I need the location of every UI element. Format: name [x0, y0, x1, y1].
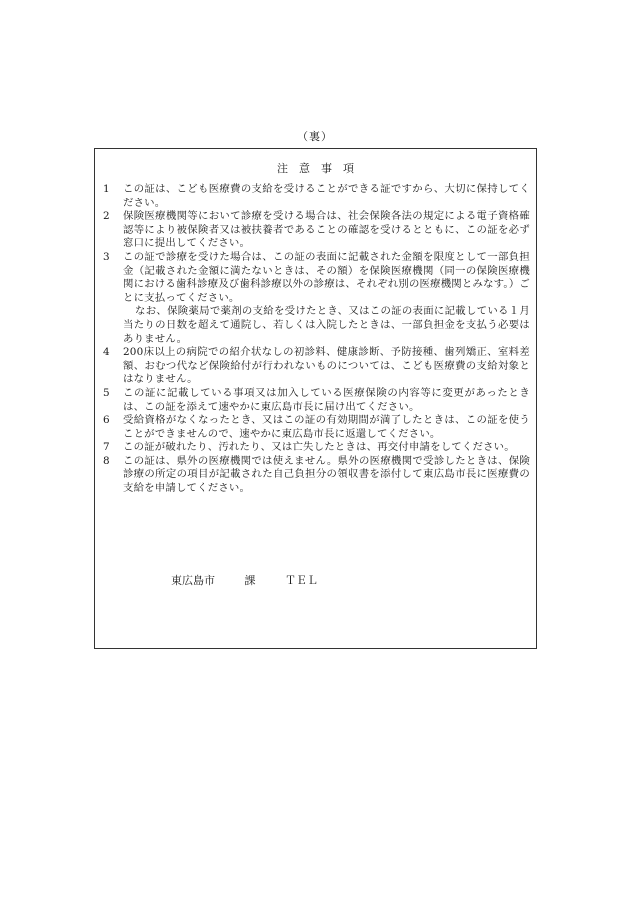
item-text: この証に記載している事項又は加入している医療保険の内容等に変更があったときは、この証を添えて速やかに東広島市長に届け出てください。 [123, 386, 530, 413]
notice-item-4 [103, 346, 530, 387]
notice-item-5 [103, 387, 530, 414]
item-text: この証は、県外の医療機関では使えません。県外の医療機関で受診したときは、保険診療の所定の項目が記載された自己負担分の領収書を添付して東広島市長に医療費の支給を申請してください。 [123, 454, 530, 495]
notice-list [103, 183, 530, 496]
notice-item-6 [103, 414, 530, 441]
item-number: 5 [103, 386, 110, 399]
item-number: 1 [103, 183, 110, 195]
item-number: 3 [103, 250, 110, 263]
item-number: 2 [103, 210, 110, 223]
item-number: 4 [103, 346, 110, 359]
notice-item-8 [103, 455, 530, 496]
item-text: 保険医療機関等において診療を受ける場合は、社会保険各法の規定による電子資格確認等により被保険者又は被扶養者であることの確認を受けるとともに、この証を必ず窓口に提出してください。 [123, 210, 530, 250]
page-side-label: （裏） [297, 130, 333, 143]
item-text: 受給資格がなくなったとき、又はこの証の有効期間が満了したときは、この証を使うことができませんので、速やかに東広島市長に返還してください。 [123, 414, 530, 440]
city-name: 東広島市 [171, 574, 215, 587]
notice-item-3 [103, 251, 530, 305]
item-number: 8 [103, 454, 110, 467]
notice-box [94, 148, 537, 649]
notice-item-2 [103, 210, 530, 251]
notice-heading: 注 意 事 項 [277, 162, 354, 175]
notice-item-1 [103, 183, 530, 210]
item-number: 6 [103, 414, 110, 427]
tel-label: ＴＥＬ [285, 574, 318, 587]
item-text: この証で診療を受けた場合は、この証の表面に記載された金額を限度として一部負担金（記載された金額に満たないときは、その額）を保険医療機関（同一の保険医療機関における歯科診療及び歯科診療以外の診療は、それぞれ別の医療機関とみなす。）ごとに支払ってください。 [123, 250, 530, 304]
section-label: 課 [244, 574, 256, 587]
contact-footer [171, 572, 330, 588]
item-text: この証が破れたり、汚れたり、又は亡失したときは、再交付申請をしてください。 [123, 441, 515, 454]
notice-item-3-note: なお、保険薬局で薬剤の支給を受けたとき、又はこの証の表面に記載している１月当たりの日数を超えて通院し、若しくは入院したときは、一部負担金を支払う必要はありません。 [123, 305, 530, 345]
item-number: 7 [103, 441, 110, 454]
item-text: この証は、こども医療費の支給を受けることができる証ですから、大切に保持してください。 [123, 183, 530, 209]
item-text: 200床以上の病院での紹介状なしの初診料、健康診断、予防接種、歯列矯正、室料差額、おむつ代など保険給付が行われないものについては、こども医療費の支給対象とはなりません。 [123, 346, 530, 386]
notice-item-7 [103, 441, 530, 455]
